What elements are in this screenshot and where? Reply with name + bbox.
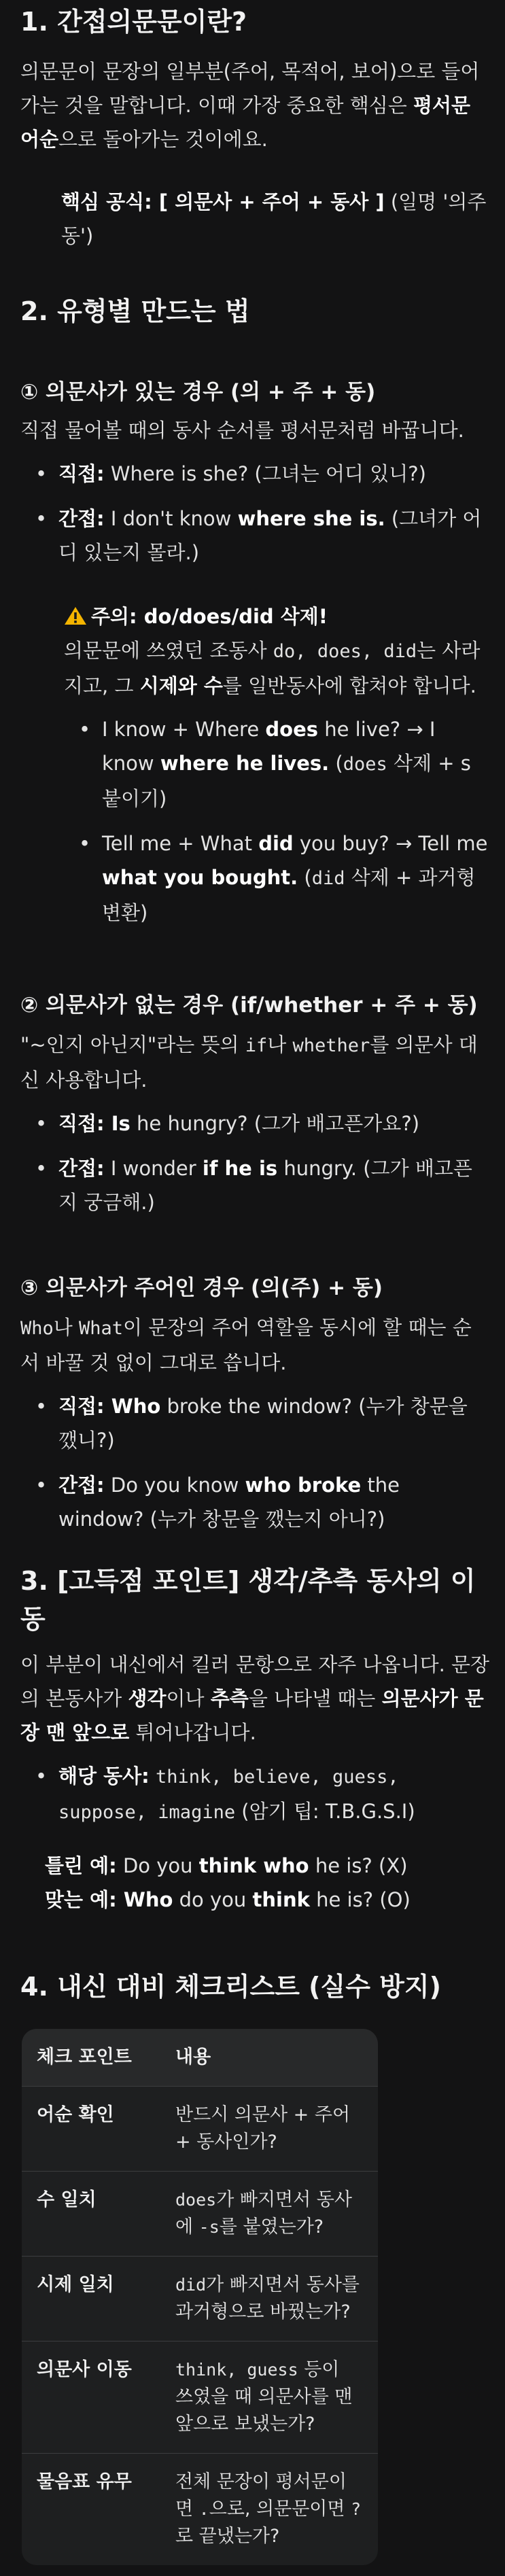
list-item: • 간접: Do you know who broke the window? (누가 창문을 깼는지 아니?)	[20, 1468, 490, 1536]
case-3-desc: Who나 What이 문장의 주어 역할을 동시에 할 때는 순서 바꿀 것 없이 그대로 씁니다.	[20, 1316, 472, 1374]
section-1-body	[20, 54, 490, 156]
section-3-examples	[45, 1849, 490, 1917]
case-1-examples	[20, 457, 490, 570]
case-2-title: ② 의문사가 없는 경우 (if/whether + 주 + 동)	[20, 993, 478, 1017]
section-3	[20, 1562, 490, 1830]
warning-examples	[64, 712, 490, 930]
section-1	[20, 3, 490, 41]
table-header-row	[22, 2029, 378, 2087]
checklist-table	[22, 2029, 378, 2565]
table-row	[22, 2087, 378, 2172]
table-row	[22, 2172, 378, 2257]
warning-box	[64, 599, 490, 930]
list-item: • 직접: Is he hungry? (그가 배고픈가요?)	[20, 1107, 490, 1141]
table-cell-value: 반드시 의문사 + 주어 + 동사인가?	[160, 2087, 378, 2172]
case-2-desc: "~인지 아닌지"라는 뜻의 if나 whether를 의문사 대신 사용합니다.	[20, 1033, 478, 1092]
table-header: 내용	[160, 2029, 378, 2087]
case-3	[20, 1271, 490, 1536]
case-2	[20, 988, 490, 1219]
warning-title: 주의: do/does/did 삭제!	[64, 599, 490, 633]
table-row	[22, 2342, 378, 2454]
core-formula: 핵심 공식: [ 의문사 + 주어 + 동사 ] (일명 '의주동')	[61, 190, 487, 247]
right-example: 맞는 예: Who do you think he is? (O)	[45, 1888, 411, 1911]
list-item: • 간접: I wonder if he is hungry. (그가 배고픈지 궁금해.)	[20, 1151, 490, 1219]
table-cell-key: 물음표 유무	[22, 2454, 160, 2566]
table-header: 체크 포인트	[22, 2029, 160, 2087]
warning-icon	[64, 606, 87, 626]
case-2-examples	[20, 1107, 490, 1219]
section-2-title-wrap	[20, 292, 490, 330]
table-cell-value: think, guess 등이 쓰였을 때 의문사를 맨 앞으로 보냈는가?	[160, 2342, 378, 2454]
list-item: • 직접: Where is she? (그녀는 어디 있니?)	[20, 457, 490, 491]
table-cell-value: does가 빠지면서 동사에 -s를 붙였는가?	[160, 2172, 378, 2257]
warning-desc: 의문문에 쓰였던 조동사 do, does, did는 사라지고, 그 시제와 수를 일반동사에 합쳐야 합니다.	[64, 639, 481, 697]
table-cell-key: 시제 일치	[22, 2257, 160, 2342]
section-3-title: 3. [고득점 포인트] 생각/추측 동사의 이동	[20, 1566, 476, 1634]
case-3-title: ③ 의문사가 주어인 경우 (의(주) + 동)	[20, 1276, 383, 1300]
section-2-title: 2. 유형별 만드는 법	[20, 296, 250, 326]
table-cell-key: 수 일치	[22, 2172, 160, 2257]
section-4	[20, 1968, 490, 2006]
table-cell-key: 의문사 이동	[22, 2342, 160, 2454]
list-item: • 직접: Who broke the window? (누가 창문을 깼니?)	[20, 1389, 490, 1457]
table-cell-key: 어순 확인	[22, 2087, 160, 2172]
list-item: • I know + Where does he live? → I know where he lives. (does 삭제 + s 붙이기)	[64, 712, 490, 816]
section-4-title: 4. 내신 대비 체크리스트 (실수 방지)	[20, 1972, 441, 2002]
section-1-title: 1. 간접의문문이란?	[20, 7, 247, 37]
section-3-list	[20, 1759, 490, 1830]
section-1-paragraph: 의문문이 문장의 일부분(주어, 목적어, 보어)으로 들어가는 것을 말합니다. 이때 가장 중요한 핵심은 평서문 어순으로 돌아가는 것이에요.	[20, 60, 480, 151]
table-cell-value: did가 빠지면서 동사를 과거형으로 바꿨는가?	[160, 2257, 378, 2342]
case-1-title: ① 의문사가 있는 경우 (의 + 주 + 동)	[20, 380, 376, 404]
case-1-desc: 직접 물어볼 때의 동사 순서를 평서문처럼 바꿉니다.	[20, 419, 464, 442]
case-1	[20, 375, 490, 570]
list-item: • 간접: I don't know where she is. (그녀가 어디 있는지 몰라.)	[20, 502, 490, 570]
list-item: • Tell me + What did you buy? → Tell me what you bought. (did 삭제 + 과거형 변환)	[64, 826, 490, 930]
wrong-example: 틀린 예: Do you think who he is? (X)	[45, 1854, 408, 1877]
table-row	[22, 2257, 378, 2342]
list-item: • 해당 동사: think, believe, guess, suppose, imagine (암기 팁: T.B.G.S.I)	[20, 1759, 490, 1830]
case-3-examples	[20, 1389, 490, 1536]
section-3-paragraph: 이 부분이 내신에서 킬러 문항으로 자주 나옵니다. 문장의 본동사가 생각이나 추측을 나타낼 때는 의문사가 문장 맨 앞으로 튀어나갑니다.	[20, 1653, 490, 1744]
table-cell-value: 전체 문장이 평서문이면 .으로, 의문문이면 ?로 끝냈는가?	[160, 2454, 378, 2566]
table-row	[22, 2454, 378, 2566]
